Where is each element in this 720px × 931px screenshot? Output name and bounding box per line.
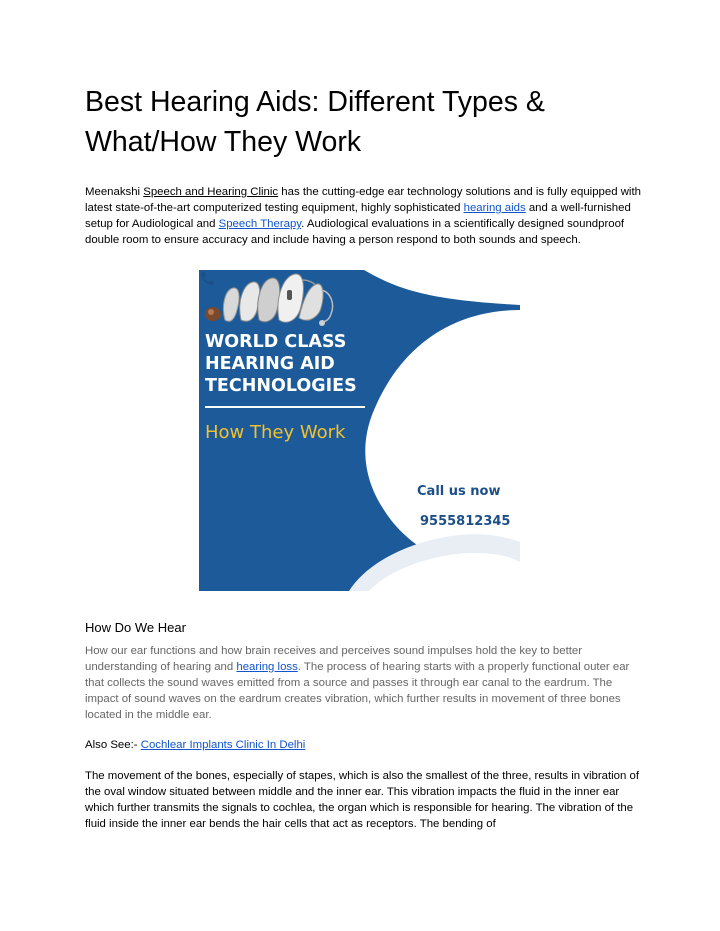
hearing-loss-link[interactable]: hearing loss bbox=[236, 661, 298, 673]
page-title: Best Hearing Aids: Different Types & What/How They Work bbox=[85, 86, 545, 158]
speech-hearing-clinic-link[interactable]: Speech and Hearing Clinic bbox=[143, 186, 279, 198]
intro-text-1: Meenakshi bbox=[85, 186, 144, 198]
speech-therapy-link[interactable]: Speech Therapy bbox=[218, 218, 302, 230]
hearing-aids-link[interactable]: hearing aids bbox=[463, 202, 526, 214]
banner-headline-line-3: TECHNOLOGIES bbox=[205, 376, 357, 396]
bones-paragraph: The movement of the bones, especially of stapes, which is also the smallest of the three, results in vibration of the oval window situated between middle and the inner ear. This vibration impacts the fluid in the inner ear which further transmits the signals to cochlea, the organ which is responsible for hearing. The vibration of the fluid inside the inner ear bends the hair cells that act as receptors. The bending of bbox=[85, 770, 639, 830]
also-see-line bbox=[85, 737, 645, 753]
phone-number: 9555812345 bbox=[420, 514, 511, 529]
also-see-label: Also See:- bbox=[85, 739, 141, 751]
intro-paragraph bbox=[85, 184, 645, 248]
banner-headline-line-1: WORLD CLASS bbox=[205, 332, 347, 352]
how-we-hear-paragraph bbox=[85, 643, 645, 723]
banner-headline-line-2: HEARING AID bbox=[205, 354, 335, 374]
para2-text-1: How our ear functions and how brain receives and perceives sound impulses hold the key to better understanding of hearing and bbox=[85, 645, 583, 673]
section-heading: How Do We Hear bbox=[85, 620, 186, 635]
banner-divider bbox=[205, 406, 365, 408]
intro-text-3: and a well-furnished setup for Audiological and bbox=[85, 202, 631, 230]
banner-subtitle: How They Work bbox=[205, 422, 346, 443]
phone-icon bbox=[199, 270, 216, 287]
call-us-now-label: Call us now bbox=[417, 484, 501, 499]
intro-text-4: . Audiological evaluations in a scientifically designed soundproof double room to ensure accuracy and include having a person respond to both sounds and speech. bbox=[85, 218, 625, 246]
hearing-aid-devices-icon bbox=[199, 270, 339, 330]
hearing-aid-banner-image bbox=[199, 270, 520, 591]
cochlear-implants-link[interactable]: Cochlear Implants Clinic In Delhi bbox=[140, 739, 306, 751]
intro-text-2: has the cutting-edge ear technology solutions and is fully equipped with latest state-of-the-art computerized testing equipment, highly sophisticated bbox=[85, 186, 641, 214]
para2-text-2: . The process of hearing starts with a properly functional outer ear that collects the sound waves emitted from a source and passes it through ear canal to the eardrum. The impact of sound waves on the eardrum creates vibration, which further results in movement of three bones located in the middle ear. bbox=[85, 661, 630, 721]
